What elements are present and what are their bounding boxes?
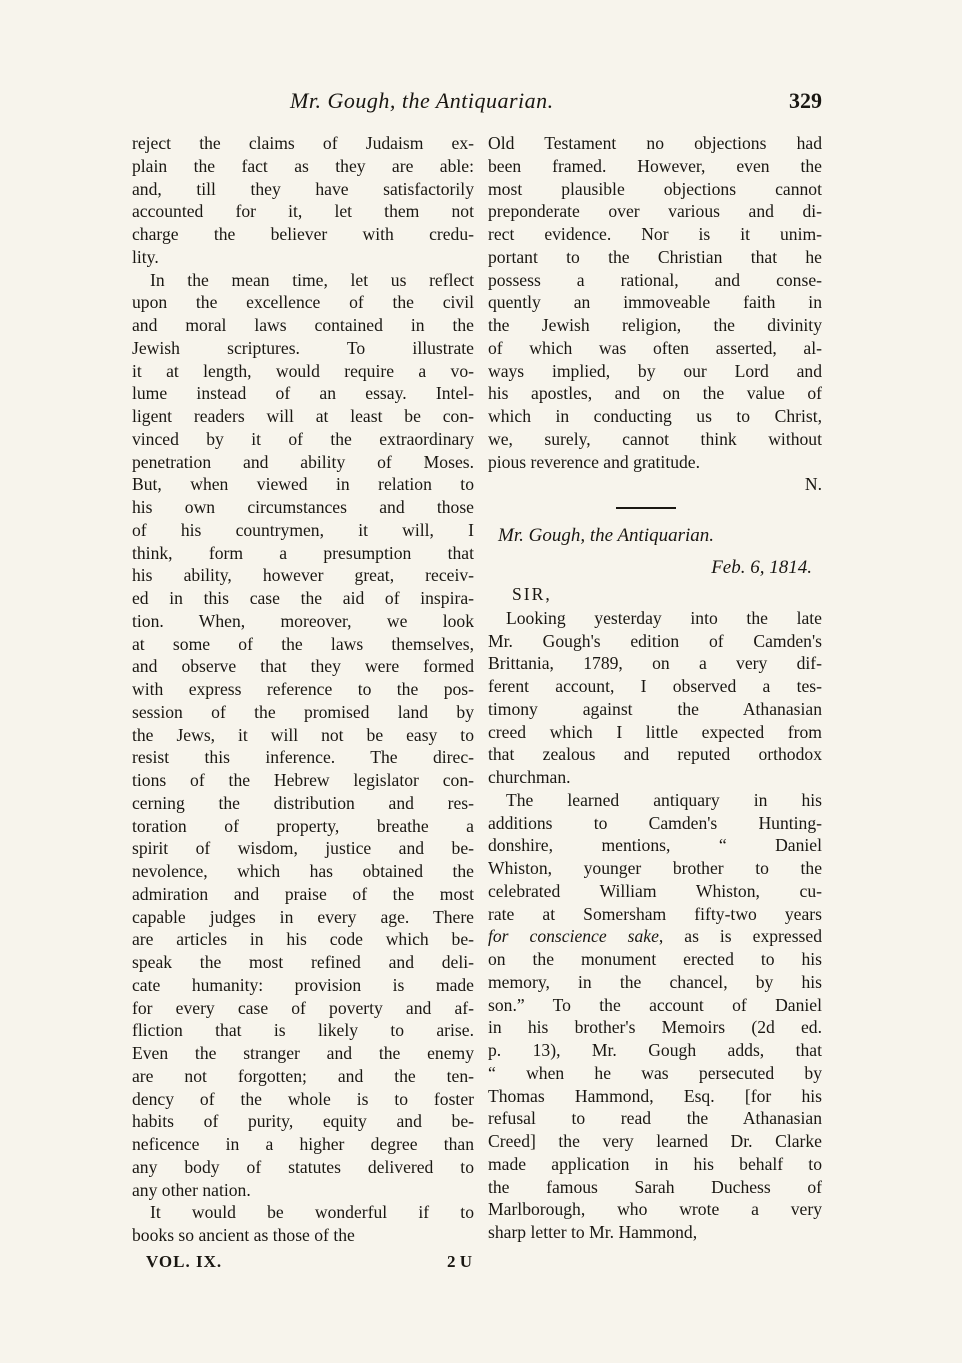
volume-mark: VOL. IX.	[146, 1252, 223, 1271]
text-line: which in conducting us to Christ,	[488, 406, 822, 426]
text-line: Thomas Hammond, Esq. [for his	[488, 1085, 822, 1106]
text-line: for every case of poverty and af-	[132, 997, 474, 1018]
text-line: Looking yesterday into the late	[506, 607, 822, 628]
text-line: and, till they have satisfactorily	[132, 178, 474, 199]
text-line: churchman.	[488, 767, 571, 787]
text-line: admiration and praise of the most	[132, 883, 474, 904]
text-line: Creed] the very learned Dr. Clarke	[488, 1131, 822, 1151]
right-column-continuation	[488, 132, 822, 473]
text-line: it at length, would require a vo-	[132, 360, 474, 381]
text-line: p. 13), Mr. Gough adds, that	[488, 1040, 822, 1060]
text-line: “ when he was persecuted by	[488, 1062, 822, 1083]
text-line: cate humanity: provision is made	[132, 974, 474, 995]
signature-initial: N.	[804, 474, 822, 495]
text-line: upon the excellence of the civil	[132, 292, 474, 313]
text-line: tion. When, moreover, we look	[132, 610, 474, 631]
text-line: penetration and ability of Moses.	[132, 451, 474, 472]
text-line: we, surely, cannot think without	[488, 428, 822, 449]
text-line: of his countrymen, it will, I	[132, 519, 474, 540]
text-line: for conscience sake, as is expressed	[488, 926, 822, 947]
text-line: preponderate over various and di-	[488, 201, 822, 222]
text-line: Even the stranger and the enemy	[132, 1043, 474, 1063]
signature-mark: 2 U	[446, 1252, 472, 1271]
text-line: In the mean time, let us reflect	[150, 269, 474, 290]
text-line: The learned antiquary in his	[506, 789, 822, 810]
section-divider	[488, 496, 822, 519]
text-line: the Jews, it will not be easy to	[132, 724, 474, 745]
text-line: tions of the Hebrew legislator con-	[132, 770, 474, 790]
text-line: capable judges in every age. There	[132, 906, 474, 927]
left-column	[132, 132, 474, 1247]
text-line: habits of purity, equity and be-	[132, 1111, 474, 1132]
text-line: at some of the laws themselves,	[132, 633, 474, 654]
article-body	[488, 607, 822, 1244]
text-line: are articles in his code which be-	[132, 929, 474, 950]
article-date: Feb. 6, 1814.	[711, 556, 812, 578]
text-line: and observe that they were formed	[132, 656, 474, 677]
text-line: of which was often asserted, al-	[488, 337, 822, 358]
text-line: additions to Camden's Hunting-	[488, 812, 822, 833]
text-line: on the monument erected to his	[488, 949, 822, 969]
text-line: ed in this case the aid of inspira-	[132, 588, 474, 608]
right-column	[488, 132, 822, 1244]
text-line: charge the believer with credu-	[132, 224, 474, 244]
text-line: accounted for it, let them not	[132, 201, 474, 222]
text-line: cerning the distribution and res-	[132, 792, 474, 813]
running-title: Mr. Gough, the Antiquarian.	[290, 88, 554, 113]
text-line: fliction that is likely to arise.	[132, 1020, 474, 1041]
page-number: 329	[789, 88, 822, 113]
text-line: rect evidence. Nor is it unim-	[488, 224, 822, 244]
text-line: made application in his behalf to	[488, 1153, 822, 1174]
text-line: rate at Somersham fifty-two years	[488, 903, 822, 924]
text-line: and moral laws contained in the	[132, 315, 474, 335]
text-line: his ability, however great, receiv-	[132, 565, 474, 586]
text-line: portant to the Christian that he	[488, 246, 822, 267]
text-line: possess a rational, and conse-	[488, 269, 822, 290]
text-line: with express reference to the pos-	[132, 679, 474, 699]
text-line: refusal to read the Athanasian	[488, 1108, 822, 1129]
text-line: Whiston, younger brother to the	[488, 858, 822, 878]
text-line: nevolence, which has obtained the	[132, 861, 474, 881]
text-line: his own circumstances and those	[132, 497, 474, 517]
text-line: timony against the Athanasian	[488, 698, 822, 719]
text-line: ways implied, by our Lord and	[488, 360, 822, 381]
text-line: sharp letter to Mr. Hammond,	[488, 1222, 698, 1242]
text-line: his apostles, and on the value of	[488, 383, 822, 404]
text-line: It would be wonderful if to	[150, 1202, 474, 1223]
text-line: resist this inference. The direc-	[132, 747, 474, 768]
text-line: donshire, mentions, “ Daniel	[488, 835, 822, 856]
text-line: quently an immoveable faith in	[488, 292, 822, 313]
text-line: dency of the whole is to foster	[132, 1088, 474, 1109]
text-line: vinced by it of the extraordinary	[132, 428, 474, 449]
text-line: in his brother's Memoirs (2d ed.	[488, 1017, 822, 1038]
text-line: been framed. However, even the	[488, 155, 822, 176]
text-line: are not forgotten; and the ten-	[132, 1065, 474, 1086]
text-line: Old Testament no objections had	[488, 133, 822, 153]
text-line: spirit of wisdom, justice and be-	[132, 838, 474, 859]
text-line: memory, in the chancel, by his	[488, 971, 822, 992]
text-line: Mr. Gough's edition of Camden's	[488, 630, 822, 651]
text-line: Brittania, 1789, on a very dif-	[488, 653, 822, 674]
running-head	[130, 88, 822, 118]
page-footer	[146, 1252, 472, 1278]
text-line: lity.	[132, 246, 159, 267]
text-line: speak the most refined and deli-	[132, 952, 474, 972]
text-line: toration of property, breathe a	[132, 815, 474, 836]
text-line: most plausible objections cannot	[488, 178, 822, 199]
text-line: any other nation.	[132, 1179, 251, 1200]
text-line: plain the fact as they are able:	[132, 155, 474, 176]
text-line: neficence in a higher degree than	[132, 1134, 474, 1154]
text-line: session of the promised land by	[132, 701, 474, 722]
text-line: the Jewish religion, the divinity	[488, 315, 822, 335]
text-line: reject the claims of Judaism ex-	[132, 133, 474, 153]
text-line: lume instead of an essay. Intel-	[132, 383, 474, 404]
article-salutation: SIR,	[512, 583, 552, 604]
text-line: ferent account, I observed a tes-	[488, 676, 822, 696]
text-line: pious reverence and gratitude.	[488, 451, 701, 472]
text-line: son.” To the account of Daniel	[488, 994, 822, 1015]
text-line: celebrated William Whiston, cu-	[488, 880, 822, 901]
article-title: Mr. Gough, the Antiquarian.	[498, 524, 715, 546]
text-line: the famous Sarah Duchess of	[488, 1176, 822, 1197]
text-line: Marlborough, who wrote a very	[488, 1199, 822, 1220]
text-line: ligent readers will at least be con-	[132, 406, 474, 426]
text-line: books so ancient as those of the	[132, 1225, 355, 1245]
text-line: Jewish scriptures. To illustrate	[132, 337, 474, 358]
text-line: But, when viewed in relation to	[132, 474, 474, 495]
text-line: creed which I little expected from	[488, 721, 822, 742]
text-line: that zealous and reputed orthodox	[488, 744, 822, 765]
text-line: think, form a presumption that	[132, 542, 474, 563]
text-line: any body of statutes delivered to	[132, 1156, 474, 1177]
